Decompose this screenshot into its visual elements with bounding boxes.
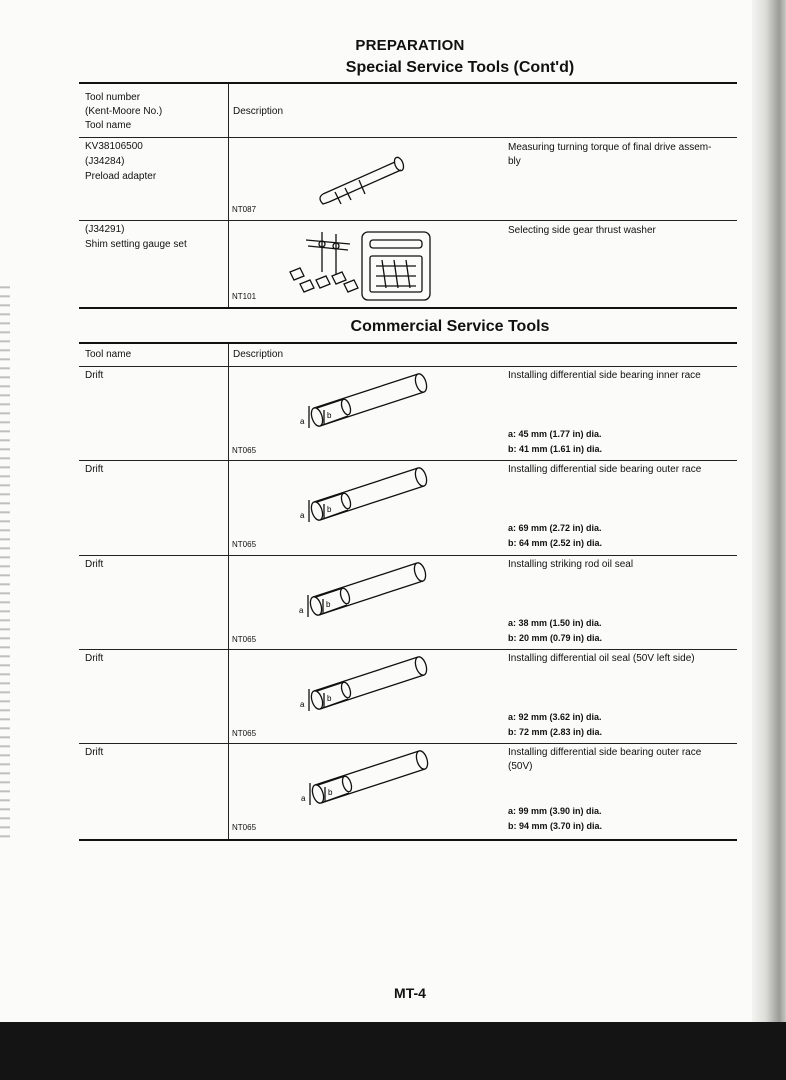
rule bbox=[79, 307, 737, 309]
spec-diameter-b: b: 20 mm (0.79 in) dia. bbox=[508, 633, 603, 643]
rule bbox=[79, 82, 737, 84]
tool-description: (50V) bbox=[508, 761, 533, 772]
header-tool-number: Tool number bbox=[85, 92, 141, 103]
header-tool-name: Tool name bbox=[85, 349, 132, 360]
drift-drawing bbox=[299, 557, 429, 627]
tool-description: Installing differential oil seal (50V left side) bbox=[508, 653, 695, 664]
commercial-tools-title: Commercial Service Tools bbox=[350, 318, 550, 335]
dimension-label-b: b bbox=[328, 788, 333, 797]
drift-drawing bbox=[300, 651, 430, 721]
spec-diameter-b: b: 72 mm (2.83 in) dia. bbox=[508, 727, 603, 737]
scanner-background bbox=[0, 1022, 786, 1080]
illustration-code: NT065 bbox=[232, 635, 257, 644]
tool-name: Drift bbox=[85, 653, 104, 664]
dimension-label-a: a bbox=[299, 606, 304, 615]
rule bbox=[79, 342, 737, 344]
shim-gauge-set-drawing bbox=[282, 224, 434, 306]
tool-name: Drift bbox=[85, 370, 104, 381]
dimension-label-b: b bbox=[326, 600, 331, 609]
special-tools-title: Special Service Tools (Cont'd) bbox=[345, 59, 575, 76]
dimension-label-a: a bbox=[301, 794, 306, 803]
spec-diameter-b: b: 41 mm (1.61 in) dia. bbox=[508, 444, 603, 454]
spec-diameter-a: a: 38 mm (1.50 in) dia. bbox=[508, 618, 602, 628]
header-description: Description bbox=[233, 106, 284, 117]
rule bbox=[79, 555, 737, 556]
tool-description: Installing differential side bearing inner race bbox=[508, 370, 701, 381]
header-kent-moore: (Kent-Moore No.) bbox=[85, 106, 163, 117]
tool-name: Drift bbox=[85, 464, 104, 475]
spec-diameter-a: a: 92 mm (3.62 in) dia. bbox=[508, 712, 602, 722]
illustration-code: NT065 bbox=[232, 729, 257, 738]
kent-moore-number: (J34291) bbox=[85, 224, 125, 235]
spec-diameter-a: a: 99 mm (3.90 in) dia. bbox=[508, 806, 602, 816]
tool-number: KV38106500 bbox=[85, 141, 143, 152]
preload-adapter-drawing bbox=[315, 150, 415, 210]
tool-description: Installing differential side bearing outer race bbox=[508, 464, 702, 475]
rule bbox=[79, 137, 737, 138]
column-divider bbox=[228, 84, 229, 307]
spec-diameter-b: b: 94 mm (3.70 in) dia. bbox=[508, 821, 603, 831]
rule bbox=[79, 839, 737, 841]
page-edge-shadow bbox=[752, 0, 786, 1022]
illustration-code: NT101 bbox=[232, 292, 257, 301]
spec-diameter-b: b: 64 mm (2.52 in) dia. bbox=[508, 538, 603, 548]
tool-description: Installing striking rod oil seal bbox=[508, 559, 634, 570]
rule bbox=[79, 366, 737, 367]
tool-name: Drift bbox=[85, 747, 104, 758]
dimension-label-b: b bbox=[327, 411, 332, 420]
tool-description-cont: bly bbox=[508, 156, 521, 167]
illustration-code: NT087 bbox=[232, 205, 257, 214]
dimension-label-a: a bbox=[300, 700, 305, 709]
column-divider bbox=[228, 344, 229, 839]
page-number: MT-4 bbox=[394, 985, 426, 1001]
rule bbox=[79, 743, 737, 744]
header-description: Description bbox=[233, 349, 284, 360]
tool-description: Installing differential side bearing outer race bbox=[508, 747, 702, 758]
dimension-label-a: a bbox=[300, 511, 305, 520]
rule bbox=[79, 460, 737, 461]
tool-name: Preload adapter bbox=[85, 171, 157, 182]
drift-drawing bbox=[301, 745, 431, 815]
drift-drawing bbox=[300, 462, 430, 532]
illustration-code: NT065 bbox=[232, 446, 257, 455]
dimension-label-b: b bbox=[327, 505, 332, 514]
tool-description: Measuring turning torque of final drive assem- bbox=[508, 142, 712, 153]
binding-edge-noise bbox=[0, 280, 10, 840]
illustration-code: NT065 bbox=[232, 540, 257, 549]
header-tool-name: Tool name bbox=[85, 120, 132, 131]
rule bbox=[79, 649, 737, 650]
rule bbox=[79, 220, 737, 221]
tool-description: Selecting side gear thrust washer bbox=[508, 225, 656, 236]
drift-drawing bbox=[300, 368, 430, 438]
spec-diameter-a: a: 69 mm (2.72 in) dia. bbox=[508, 523, 602, 533]
dimension-label-a: a bbox=[300, 417, 305, 426]
tool-name: Drift bbox=[85, 559, 104, 570]
dimension-label-b: b bbox=[327, 694, 332, 703]
spec-diameter-a: a: 45 mm (1.77 in) dia. bbox=[508, 429, 602, 439]
kent-moore-number: (J34284) bbox=[85, 156, 125, 167]
tool-name: Shim setting gauge set bbox=[85, 239, 187, 250]
illustration-code: NT065 bbox=[232, 823, 257, 832]
section-title: PREPARATION bbox=[355, 37, 465, 54]
